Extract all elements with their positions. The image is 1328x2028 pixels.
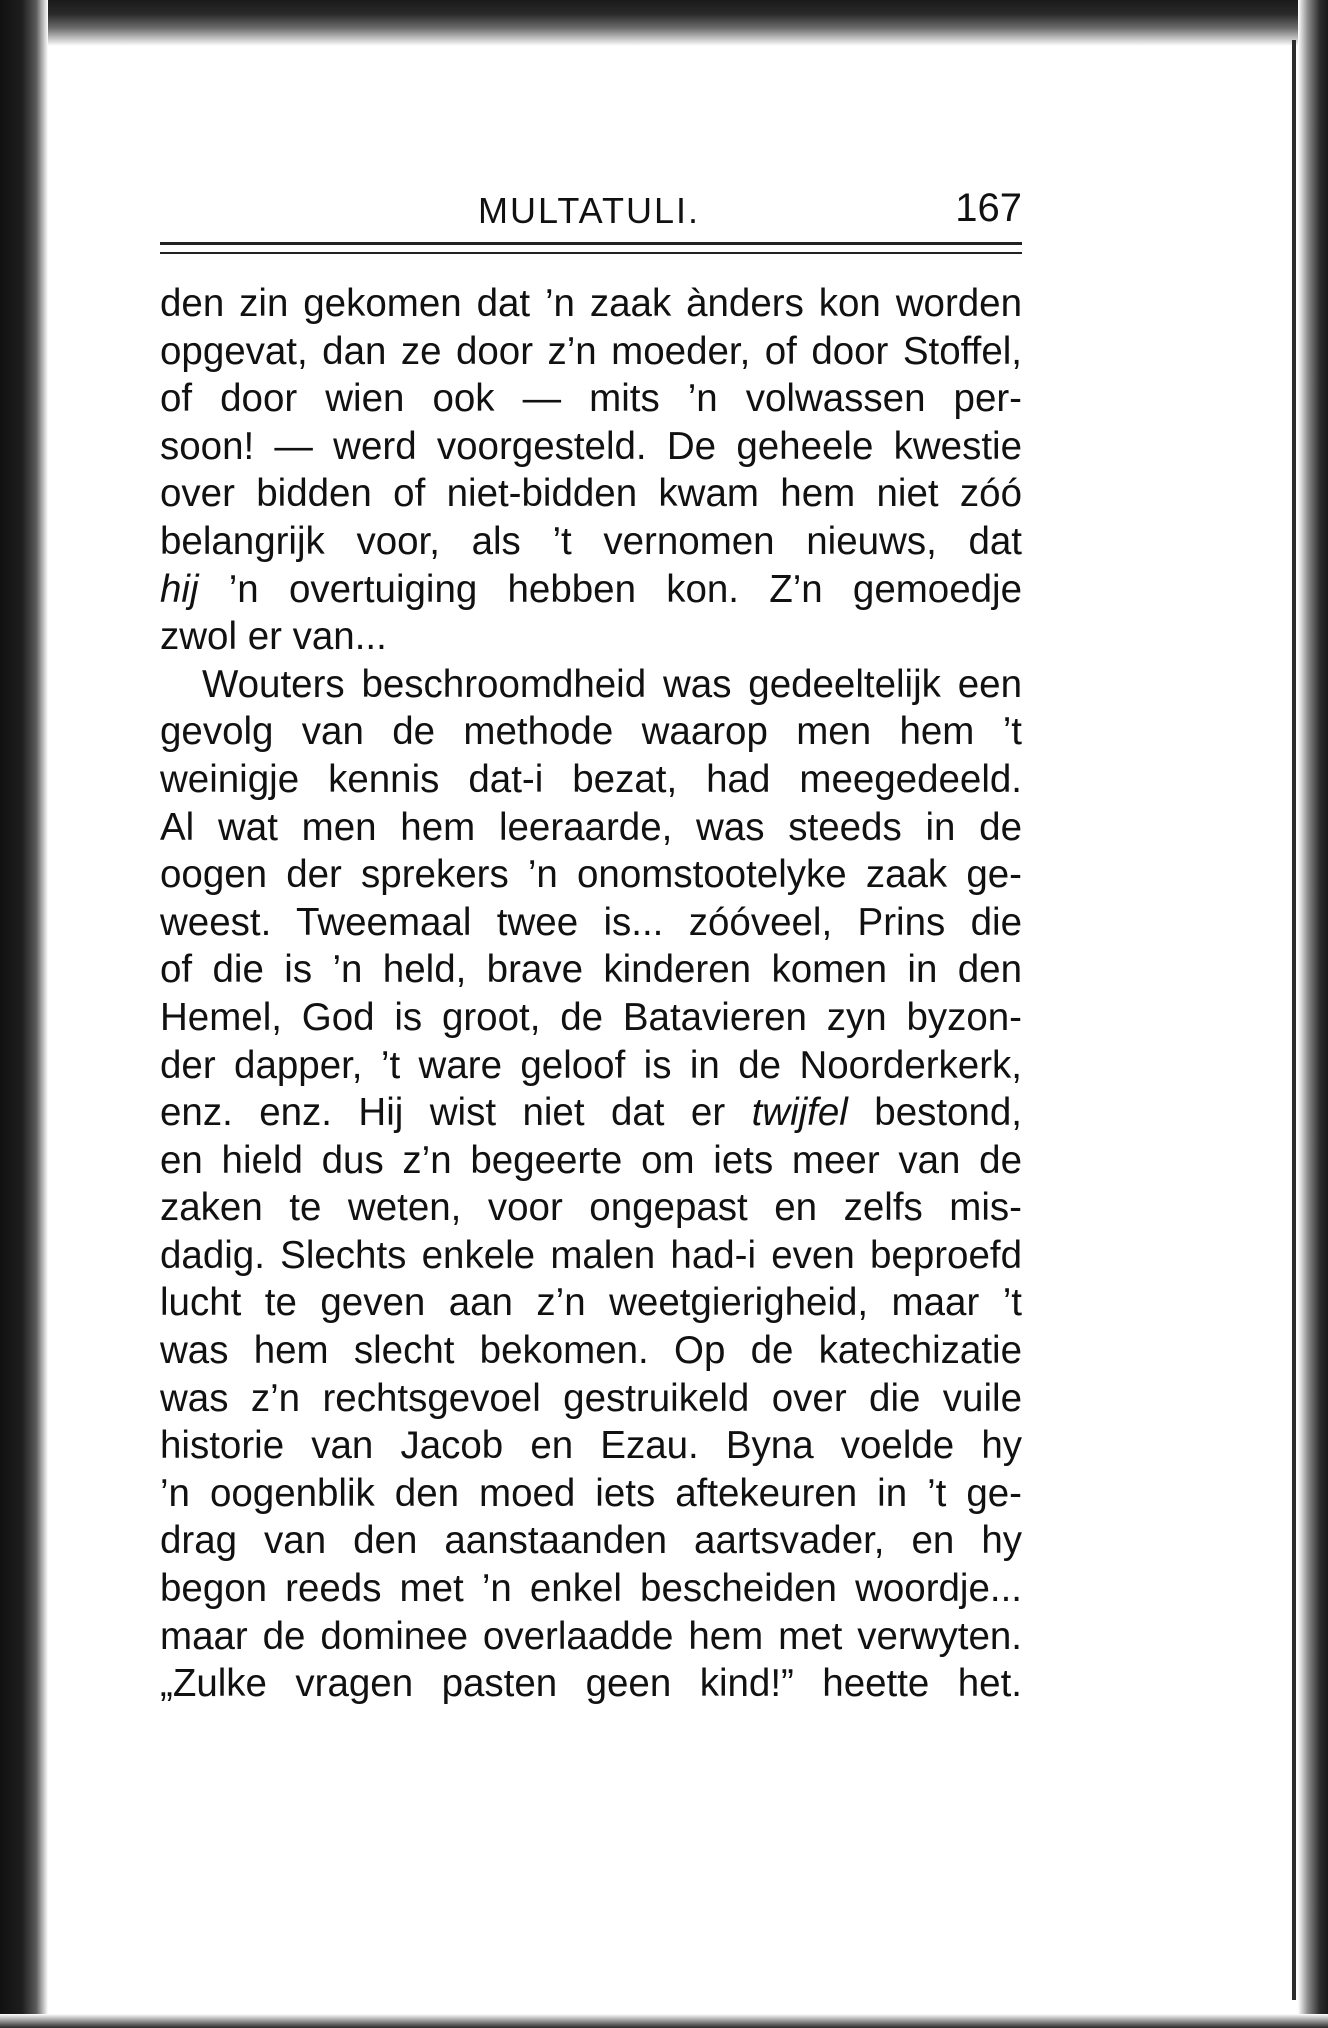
text-line: lucht te geven aan z’n weetgierigheid, maar ’t [160, 1281, 1022, 1325]
text-line: dadig. Slechts enkele malen had-i even beproefd [160, 1233, 1022, 1277]
text-line: oogen der sprekers ’n onomstootelyke zaak ge- [160, 853, 1022, 897]
text-line: of door wien ook — mits ’n volwassen per- [160, 377, 1022, 421]
text-line: maar de dominee overlaadde hem met verwyten. [160, 1614, 1022, 1658]
scan-edge-left [0, 0, 48, 2028]
text-line: soon! — werd voorgesteld. De geheele kwestie [160, 424, 1022, 468]
text-line: ’n oogenblik den moed iets aftekeuren in ’t ge- [160, 1471, 1022, 1515]
header-rule-top [160, 242, 1022, 245]
text-line: gevolg van de methode waarop men hem ’t [160, 710, 1022, 754]
running-title: MULTATULI. [478, 190, 701, 231]
text-line [160, 1089, 1022, 1137]
text-line: weinigje kennis dat-i bezat, had meegedeeld. [160, 757, 1022, 801]
text-line: weest. Tweemaal twee is... zóóveel, Prins die [160, 900, 1022, 944]
scan-edge-right [1298, 0, 1328, 2028]
text-line: was z’n rechtsgevoel gestruikeld over die vuile [160, 1376, 1022, 1420]
text-line: „Zulke vragen pasten geen kind!” heette het. [160, 1662, 1022, 1706]
text-line: Al wat men hem leeraarde, was steeds in de [160, 805, 1022, 849]
text-line: Wouters beschroomdheid was gedeeltelijk een [202, 662, 1022, 706]
scan-edge-bottom [0, 2014, 1328, 2028]
italic-word: twijfel [751, 1091, 848, 1135]
text-span: ’n overtuiging hebben kon. Z’n gemoedje [198, 567, 1022, 611]
text-line: zaken te weten, voor ongepast en zelfs mis- [160, 1186, 1022, 1230]
italic-word: hij [160, 567, 199, 611]
body-text [160, 280, 1022, 1760]
text-line: Hemel, God is groot, de Batavieren zyn byzon- [160, 995, 1022, 1039]
running-head [160, 180, 1022, 240]
text-line: opgevat, dan ze door z’n moeder, of door Stoffel, [160, 329, 1022, 373]
text-line: belangrijk voor, als ’t vernomen nieuws, dat [160, 519, 1022, 563]
text-line: drag van den aanstaanden aartsvader, en hy [160, 1519, 1022, 1563]
text-span: bestond, [847, 1091, 1022, 1135]
text-line [160, 566, 1022, 614]
text-line: of die is ’n held, brave kinderen komen in den [160, 948, 1022, 992]
text-line: den zin gekomen dat ’n zaak ànders kon worden [160, 282, 1022, 325]
text-line: der dapper, ’t ware geloof is in de Noorderkerk, [160, 1043, 1022, 1087]
text-line: was hem slecht bekomen. Op de katechizatie [160, 1329, 1022, 1373]
header-rule-bottom [160, 252, 1022, 254]
text-line: en hield dus z’n begeerte om iets meer van de [160, 1138, 1022, 1182]
text-line: begon reeds met ’n enkel bescheiden woordje... [160, 1567, 1022, 1611]
scan-edge-top [0, 0, 1328, 46]
text-span: enz. enz. Hij wist niet dat er [160, 1091, 752, 1135]
scan-edge-right-line [1292, 40, 1296, 2000]
text-line: historie van Jacob en Ezau. Byna voelde hy [160, 1424, 1022, 1468]
page-number: 167 [955, 186, 1022, 230]
text-line: zwol er van... [160, 615, 387, 659]
text-line: over bidden of niet-bidden kwam hem niet zóó [160, 472, 1022, 516]
